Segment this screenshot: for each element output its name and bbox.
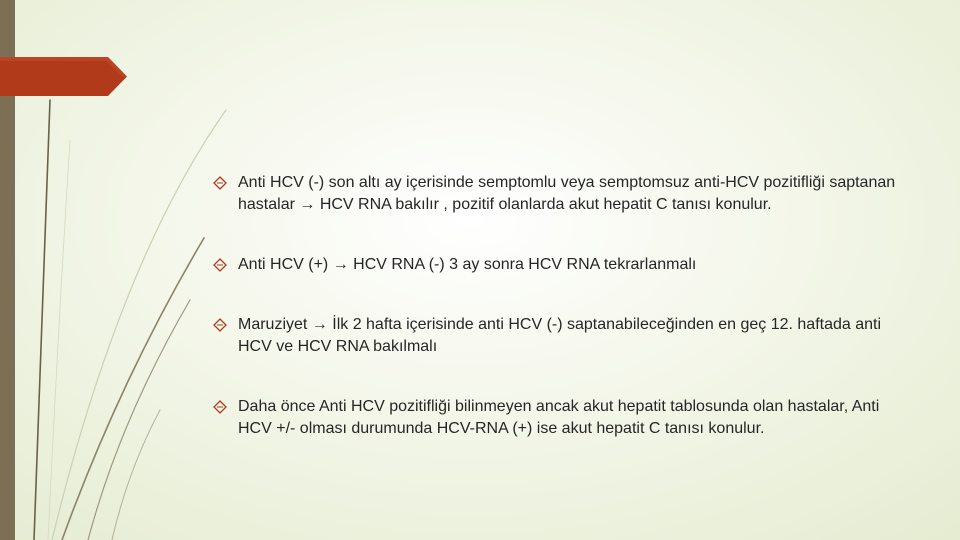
accent-tab [0,57,127,96]
bullet-item [212,172,912,216]
diamond-outline-icon [213,176,227,190]
diamond-outline-icon [213,318,227,332]
diamond-outline-icon [213,400,227,414]
bullet-text: Anti HCV (+) → HCV RNA (-) 3 ay sonra HCV RNA tekrarlanmalı [238,256,697,273]
bullet-text: Daha önce Anti HCV pozitifliği bilinmeyen ancak akut hepatit tablosunda olan hastalar, Anti HCV +/- olması durumunda HCV-RNA (+) ise akut hepatit C tanısı konulur. [238,398,880,437]
bullet-text: Maruziyet → İlk 2 hafta içerisinde anti HCV (-) saptanabileceğinden en geç 12. haftada anti HCV ve HCV RNA bakılmalı [238,316,882,355]
bullet-text: Anti HCV (-) son altı ay içerisinde semptomlu veya semptomsuz anti-HCV pozitifliği saptanan hastalar → HCV RNA bakılır , pozitif olanlarda akut hepatit C tanısı konulur. [238,174,896,213]
bullet-item [212,396,912,440]
bullet-item [212,254,912,276]
bullet-item [212,314,912,358]
bullet-list [212,172,912,440]
diamond-outline-icon [213,258,227,272]
